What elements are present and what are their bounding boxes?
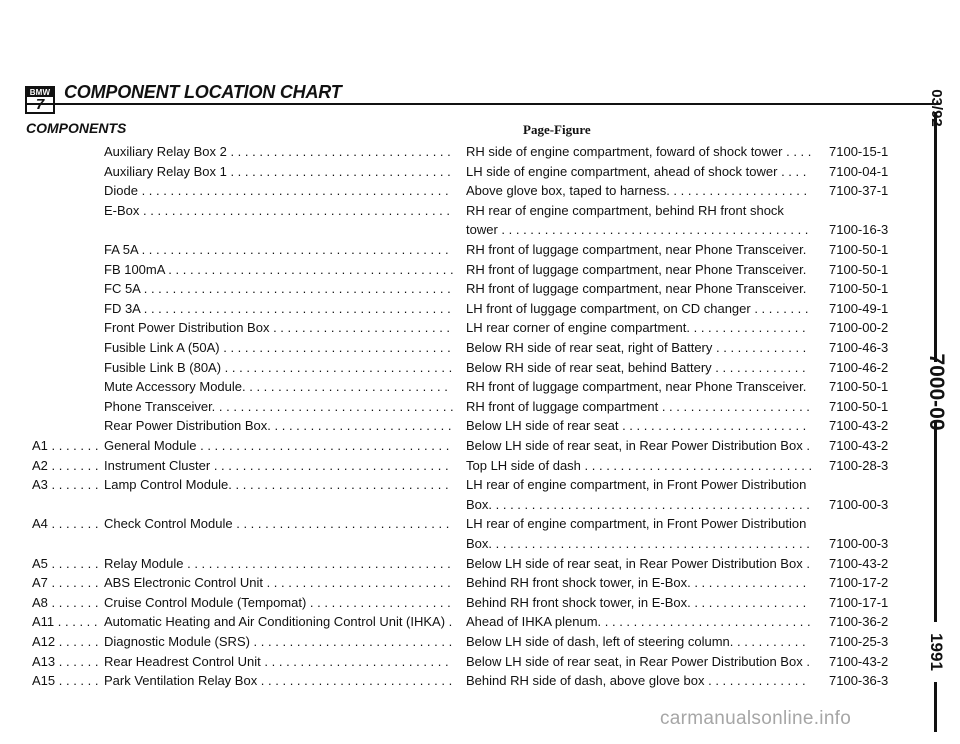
sidebar-date: 03/92 bbox=[928, 89, 945, 127]
component-name: FB 100mA . . . . . . . . . . . . . . . . . . . . . . . . . . . . . . . . . . . . . . . . bbox=[104, 261, 454, 277]
component-location: LH front of luggage compartment, on CD changer . . . . . . . . bbox=[466, 300, 809, 316]
page-figure-ref: 7100-36-3 bbox=[829, 673, 889, 689]
table-row bbox=[0, 398, 960, 416]
component-name: FA 5A . . . . . . . . . . . . . . . . . . . . . . . . . . . . . . . . . . . . . . . . . . . bbox=[104, 242, 449, 257]
component-location: Below LH side of rear seat . . . . . . . . . . . . . . . . . . . . . . . . . . bbox=[466, 418, 807, 434]
component-location: Below RH side of rear seat, right of Battery . . . . . . . . . . . . . bbox=[466, 340, 807, 355]
component-id: A3 . . . . . . . bbox=[32, 477, 99, 493]
component-name: Fusible Link A (50A) . . . . . . . . . . . . . . . . . . . . . . . . . . . . . . . . bbox=[104, 340, 451, 355]
page-figure-ref: 7100-04-1 bbox=[829, 163, 889, 179]
page-figure-ref: 7100-46-3 bbox=[829, 340, 889, 355]
component-name: Automatic Heating and Air Conditioning Control Unit (IHKA) . bbox=[104, 614, 453, 630]
document-title: COMPONENT LOCATION CHART bbox=[64, 82, 342, 102]
component-name: Front Power Distribution Box . . . . . . . . . . . . . . . . . . . . . . . . . bbox=[104, 320, 451, 336]
table-row bbox=[0, 202, 960, 220]
component-id: A12 . . . . . . bbox=[32, 634, 99, 649]
component-name: FC 5A . . . . . . . . . . . . . . . . . . . . . . . . . . . . . . . . . . . . . . . . . . . bbox=[104, 281, 451, 297]
page-figure-ref: 7100-37-1 bbox=[829, 183, 889, 199]
title-divider bbox=[25, 103, 940, 105]
table-row bbox=[0, 182, 960, 200]
component-name: Rear Headrest Control Unit . . . . . . . . . . . . . . . . . . . . . . . . . . bbox=[104, 653, 449, 669]
component-location: RH rear of engine compartment, behind RH front shock bbox=[466, 202, 784, 218]
sidebar-year: 1991 bbox=[927, 633, 946, 671]
component-name: Lamp Control Module. . . . . . . . . . . . . . . . . . . . . . . . . . . . . . . bbox=[104, 477, 449, 493]
component-location: Above glove box, taped to harness. . . . . . . . . . . . . . . . . . . . bbox=[466, 183, 808, 199]
table-row bbox=[0, 476, 960, 494]
component-id: A2 . . . . . . . bbox=[32, 457, 99, 473]
component-id: A7 . . . . . . . bbox=[32, 575, 99, 591]
component-location: tower . . . . . . . . . . . . . . . . . . . . . . . . . . . . . . . . . . . . . . . . . . . bbox=[466, 222, 809, 238]
page-figure-ref: 7100-43-2 bbox=[829, 555, 889, 571]
component-location: Box. . . . . . . . . . . . . . . . . . . . . . . . . . . . . . . . . . . . . . . . . . . . . bbox=[466, 536, 810, 551]
page-figure-ref: 7100-50-1 bbox=[829, 261, 889, 277]
table-row bbox=[0, 241, 960, 259]
table-row bbox=[0, 339, 960, 357]
table-row bbox=[0, 555, 960, 573]
component-location: LH side of engine compartment, ahead of shock tower . . . . bbox=[466, 163, 807, 179]
component-location: Behind RH front shock tower, in E-Box. . . . . . . . . . . . . . . . . bbox=[466, 575, 807, 591]
component-name: Cruise Control Module (Tempomat) . . . . . . . . . . . . . . . . . . . . bbox=[104, 594, 451, 610]
table-row bbox=[0, 515, 960, 533]
table-row bbox=[0, 221, 960, 239]
component-location: RH front of luggage compartment, near Phone Transceiver. bbox=[466, 379, 807, 395]
component-location: Below LH side of rear seat, in Rear Power Distribution Box . bbox=[466, 555, 810, 571]
page-figure-ref: 7100-17-1 bbox=[829, 594, 889, 610]
component-location: RH front of luggage compartment . . . . . . . . . . . . . . . . . . . . . bbox=[466, 398, 810, 414]
table-row bbox=[0, 672, 960, 690]
component-location: Behind RH front shock tower, in E-Box. . . . . . . . . . . . . . . . . bbox=[466, 594, 807, 610]
component-name: Auxiliary Relay Box 1 . . . . . . . . . . . . . . . . . . . . . . . . . . . . . . . bbox=[104, 163, 451, 179]
table-row bbox=[0, 574, 960, 592]
table-row bbox=[0, 496, 960, 514]
table-row bbox=[0, 437, 960, 455]
component-location: RH side of engine compartment, foward of shock tower . . . . bbox=[466, 144, 812, 159]
table-row bbox=[0, 280, 960, 298]
component-location: LH rear corner of engine compartment. . . . . . . . . . . . . . . . . bbox=[466, 320, 806, 336]
watermark: carmanualsonline.info bbox=[660, 708, 852, 729]
page-figure-ref: 7100-25-3 bbox=[829, 634, 889, 649]
component-id: A11 . . . . . . bbox=[32, 614, 98, 630]
page-figure-ref: 7100-17-2 bbox=[829, 575, 889, 591]
component-name: Relay Module . . . . . . . . . . . . . . . . . . . . . . . . . . . . . . . . . . . . . bbox=[104, 555, 451, 571]
component-location: Below LH side of rear seat, in Rear Power Distribution Box . bbox=[466, 438, 810, 453]
table-row bbox=[0, 535, 960, 553]
table-row bbox=[0, 319, 960, 337]
page-figure-ref: 7100-50-1 bbox=[829, 281, 889, 297]
sidebar-rule-2 bbox=[934, 422, 937, 622]
component-location: Below LH side of dash, left of steering column. . . . . . . . . . . bbox=[466, 634, 806, 649]
page-figure-ref: 7100-00-2 bbox=[829, 320, 889, 336]
component-name: Fusible Link B (80A) . . . . . . . . . . . . . . . . . . . . . . . . . . . . . . . . bbox=[104, 359, 453, 375]
table-row bbox=[0, 613, 960, 631]
component-location: Box. . . . . . . . . . . . . . . . . . . . . . . . . . . . . . . . . . . . . . . . . . . . . bbox=[466, 496, 810, 512]
page-figure-ref: 7100-50-1 bbox=[829, 398, 889, 414]
table-row bbox=[0, 417, 960, 435]
component-id: A8 . . . . . . . bbox=[32, 594, 99, 610]
component-name: ABS Electronic Control Unit . . . . . . . . . . . . . . . . . . . . . . . . . . bbox=[104, 575, 451, 591]
component-id: A15 . . . . . . bbox=[32, 673, 99, 689]
component-location: Top LH side of dash . . . . . . . . . . . . . . . . . . . . . . . . . . . . . . . . bbox=[466, 457, 812, 473]
component-name: Instrument Cluster . . . . . . . . . . . . . . . . . . . . . . . . . . . . . . . . . bbox=[104, 457, 449, 473]
component-location: RH front of luggage compartment, near Phone Transceiver. bbox=[466, 261, 807, 277]
page-figure-ref: 7100-43-2 bbox=[829, 438, 889, 453]
table-row bbox=[0, 378, 960, 396]
table-row bbox=[0, 359, 960, 377]
table-row bbox=[0, 300, 960, 318]
component-name: Rear Power Distribution Box. . . . . . . . . . . . . . . . . . . . . . . . . . bbox=[104, 418, 452, 434]
page-figure-ref: 7100-49-1 bbox=[829, 300, 889, 316]
component-location: LH rear of engine compartment, in Front Power Distribution bbox=[466, 477, 807, 493]
table-row bbox=[0, 163, 960, 181]
component-name: Diagnostic Module (SRS) . . . . . . . . . . . . . . . . . . . . . . . . . . . . bbox=[104, 634, 453, 649]
component-id: A5 . . . . . . . bbox=[32, 555, 99, 571]
page-figure-ref: 7100-43-2 bbox=[829, 653, 889, 669]
page-figure-ref: 7100-00-3 bbox=[829, 536, 889, 551]
page-figure-ref: 7100-50-1 bbox=[829, 242, 889, 257]
component-name: E-Box . . . . . . . . . . . . . . . . . . . . . . . . . . . . . . . . . . . . . . . . . . . bbox=[104, 202, 451, 218]
component-name: FD 3A . . . . . . . . . . . . . . . . . . . . . . . . . . . . . . . . . . . . . . . . . . . bbox=[104, 300, 451, 316]
table-row bbox=[0, 457, 960, 475]
component-location: Below RH side of rear seat, behind Battery . . . . . . . . . . . . . bbox=[466, 359, 806, 375]
component-id: A13 . . . . . . bbox=[32, 653, 99, 669]
page-figure-ref: 7100-16-3 bbox=[829, 222, 889, 238]
component-name: Check Control Module . . . . . . . . . . . . . . . . . . . . . . . . . . . . . . bbox=[104, 516, 450, 532]
page-figure-ref: 7100-00-3 bbox=[829, 496, 889, 512]
page-figure-ref: 7100-36-2 bbox=[829, 614, 889, 630]
table-row bbox=[0, 261, 960, 279]
component-name: General Module . . . . . . . . . . . . . . . . . . . . . . . . . . . . . . . . . . . bbox=[104, 438, 450, 453]
component-name: Phone Transceiver. . . . . . . . . . . . . . . . . . . . . . . . . . . . . . . . . . bbox=[104, 398, 454, 414]
bmw-logo bbox=[25, 86, 55, 114]
component-location: RH front of luggage compartment, near Phone Transceiver. bbox=[466, 281, 807, 297]
page-figure-ref: 7100-46-2 bbox=[829, 359, 889, 375]
component-name: Park Ventilation Relay Box . . . . . . . . . . . . . . . . . . . . . . . . . . . bbox=[104, 673, 453, 689]
component-location: RH front of luggage compartment, near Phone Transceiver. bbox=[466, 242, 807, 257]
sidebar-rule-3 bbox=[934, 682, 937, 732]
logo-brand: BMW bbox=[27, 88, 53, 97]
page-figure-ref: 7100-15-1 bbox=[829, 144, 889, 159]
components-heading: COMPONENTS bbox=[26, 120, 127, 136]
page-figure-ref: 7100-28-3 bbox=[829, 457, 889, 473]
page-figure-heading: Page-Figure bbox=[523, 122, 591, 137]
component-name: Mute Accessory Module. . . . . . . . . . . . . . . . . . . . . . . . . . . . . bbox=[104, 379, 448, 395]
component-location: Ahead of IHKA plenum. . . . . . . . . . . . . . . . . . . . . . . . . . . . . . bbox=[466, 614, 811, 630]
component-id: A1 . . . . . . . bbox=[32, 438, 99, 453]
component-location: Behind RH side of dash, above glove box . . . . . . . . . . . . . . bbox=[466, 673, 806, 689]
component-id: A4 . . . . . . . bbox=[32, 516, 99, 532]
component-location: LH rear of engine compartment, in Front Power Distribution bbox=[466, 516, 807, 532]
table-row bbox=[0, 594, 960, 612]
page-figure-ref: 7100-43-2 bbox=[829, 418, 889, 434]
page-figure-ref: 7100-50-1 bbox=[829, 379, 889, 395]
table-row bbox=[0, 633, 960, 651]
table-row bbox=[0, 143, 960, 161]
sidebar-rule-1 bbox=[934, 112, 937, 362]
sidebar-section: 7000-00 bbox=[925, 353, 948, 431]
table-row bbox=[0, 653, 960, 671]
component-location: Below LH side of rear seat, in Rear Power Distribution Box . bbox=[466, 653, 810, 669]
component-name: Diode . . . . . . . . . . . . . . . . . . . . . . . . . . . . . . . . . . . . . . . . . . . bbox=[104, 183, 449, 199]
component-name: Auxiliary Relay Box 2 . . . . . . . . . . . . . . . . . . . . . . . . . . . . . . . bbox=[104, 144, 451, 159]
